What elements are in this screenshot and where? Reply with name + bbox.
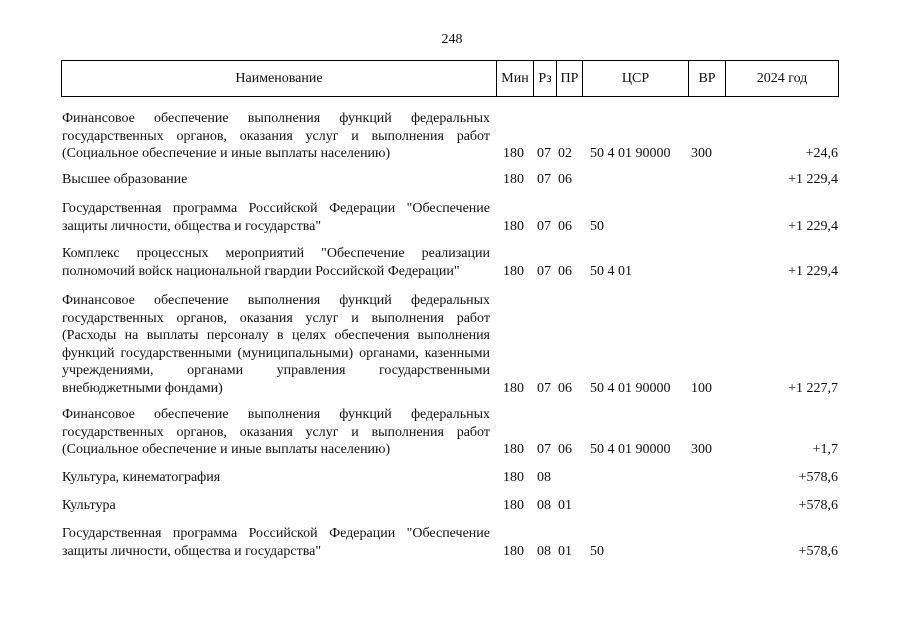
row-rz: 07	[537, 218, 551, 234]
page-number: 248	[441, 32, 463, 47]
row-min: 180	[503, 146, 524, 161]
row-rz: 07	[537, 263, 551, 279]
header-pr: ПР	[556, 61, 582, 96]
row-csr: 50	[590, 543, 604, 559]
table-row	[0, 497, 904, 515]
table-row	[0, 245, 904, 280]
row-value: +578,6	[798, 543, 838, 559]
row-value: +578,6	[798, 470, 838, 485]
row-rz: 08	[537, 470, 551, 485]
row-value: +1 229,4	[788, 263, 838, 279]
row-value: +24,6	[805, 146, 838, 161]
row-csr: 50 4 01 90000	[590, 380, 671, 396]
row-name: Финансовое обеспечение выполнения функций федеральных государственных органов, оказания услуг и выполнения работ (Расходы на выплаты персоналу в целях обеспечения выполнения функций государственными (муниципальными) органами, казенными учреждениями, органами управления государственными внебюджетными фондами)	[62, 293, 490, 396]
row-pr: 06	[558, 218, 572, 234]
table-row	[0, 110, 904, 163]
row-pr: 06	[558, 172, 572, 187]
row-value: +1 229,4	[788, 172, 838, 187]
row-pr: 01	[558, 498, 572, 513]
header-vr: ВР	[688, 61, 725, 96]
row-name: Высшее образование	[62, 172, 188, 187]
header-rz: Рз	[533, 61, 556, 96]
row-rz: 08	[537, 498, 551, 513]
row-csr: 50 4 01 90000	[590, 442, 671, 457]
header-name: Наименование	[235, 71, 323, 86]
row-min: 180	[503, 218, 524, 234]
row-rz: 07	[537, 442, 551, 457]
table-row	[0, 525, 904, 560]
row-value: +1 227,7	[788, 380, 838, 396]
row-min: 180	[503, 543, 524, 559]
row-rz: 07	[537, 380, 551, 396]
row-name: Культура, кинематография	[62, 470, 221, 485]
row-value: +1 229,4	[788, 218, 838, 234]
row-name: Государственная программа Российской Федерации "Обеспечение защиты личности, общества и государства"	[62, 201, 490, 234]
header-csr: ЦСР	[582, 61, 688, 96]
row-min: 180	[503, 172, 524, 187]
row-vr: 300	[691, 442, 712, 457]
table-row	[0, 200, 904, 235]
table-row	[0, 406, 904, 459]
row-name: Культура	[62, 498, 116, 513]
row-vr: 300	[691, 146, 712, 161]
row-vr: 100	[691, 380, 712, 396]
row-min: 180	[503, 470, 524, 485]
row-pr: 06	[558, 263, 572, 279]
row-min: 180	[503, 263, 524, 279]
row-pr: 02	[558, 146, 572, 161]
table-row	[0, 171, 904, 189]
row-csr: 50 4 01	[590, 263, 632, 279]
row-value: +1,7	[812, 442, 838, 457]
row-csr: 50 4 01 90000	[590, 146, 671, 161]
row-name: Финансовое обеспечение выполнения функций федеральных государственных органов, оказания услуг и выполнения работ (Социальное обеспечение и иные выплаты населению)	[62, 111, 490, 161]
header-year: 2024 год	[725, 61, 838, 96]
row-min: 180	[503, 380, 524, 396]
table-row	[0, 292, 904, 397]
row-rz: 08	[537, 543, 551, 559]
row-pr: 06	[558, 442, 572, 457]
row-name: Комплекс процессных мероприятий "Обеспечение реализации полномочий войск национальной гвардии Российской Федерации"	[62, 246, 490, 279]
row-pr: 06	[558, 380, 572, 396]
row-min: 180	[503, 442, 524, 457]
row-csr: 50	[590, 218, 604, 234]
header-min: Мин	[496, 61, 533, 96]
row-name: Финансовое обеспечение выполнения функций федеральных государственных органов, оказания услуг и выполнения работ (Социальное обеспечение и иные выплаты населению)	[62, 407, 490, 457]
row-name: Государственная программа Российской Федерации "Обеспечение защиты личности, общества и государства"	[62, 526, 490, 559]
row-pr: 01	[558, 543, 572, 559]
row-min: 180	[503, 498, 524, 513]
table-row	[0, 469, 904, 487]
row-rz: 07	[537, 146, 551, 161]
row-value: +578,6	[798, 498, 838, 513]
row-rz: 07	[537, 172, 551, 187]
